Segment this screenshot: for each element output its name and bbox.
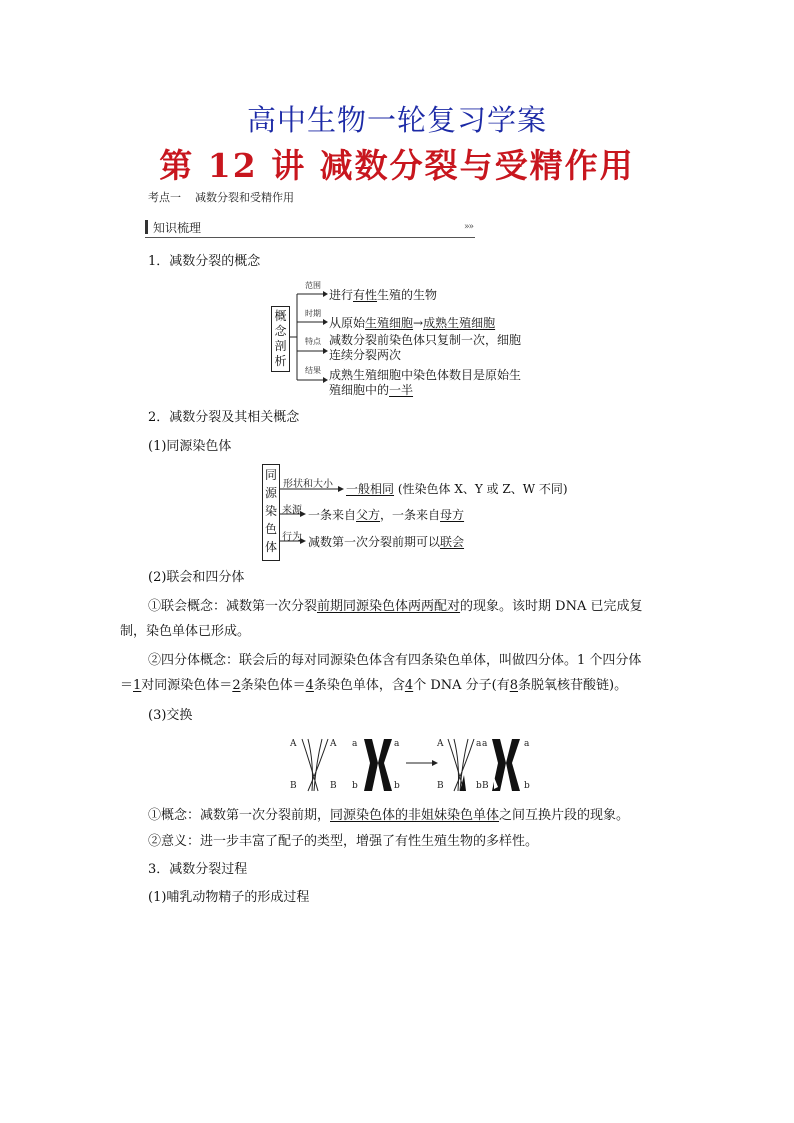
label-b-4: b [524, 781, 530, 791]
section-bar [145, 220, 148, 234]
s2-heading: 2．减数分裂及其相关概念 [148, 410, 300, 425]
row-period: 从原始生殖细胞→成熟生殖细胞 [329, 316, 496, 330]
row-shape-size: 一般相同 (性染色体 X、Y 或 Z、W 不同) [346, 482, 568, 496]
label-B-4: B [482, 781, 489, 791]
s2-sub1: (1)同源染色体 [148, 439, 232, 454]
tag-source: 来源 [282, 505, 302, 516]
tag-period: 时期 [305, 309, 321, 318]
homolog-box-label: 同源染色体 [262, 464, 280, 561]
label-A-2: A [330, 739, 337, 749]
concept-box-label: 概念剖析 [271, 306, 290, 372]
label-A-1: A [290, 739, 297, 749]
label-A-3: A [437, 739, 444, 749]
tag-result: 结果 [305, 366, 321, 375]
chromosome-illustration [288, 735, 538, 795]
label-a-5: a [524, 739, 530, 749]
label-b-2: b [394, 781, 400, 791]
homolog-diagram [258, 462, 578, 562]
s3-sub1: (1)哺乳动物精子的形成过程 [148, 890, 310, 905]
document-title: 高中生物一轮复习学案 [246, 103, 547, 137]
row-behavior: 减数第一次分裂前期可以联会 [308, 535, 465, 549]
row-range: 进行有性生殖的生物 [329, 288, 438, 302]
row-feature-2: 连续分裂两次 [329, 348, 402, 362]
label-a-1: a [352, 739, 358, 749]
section-header-label: 知识梳理 [153, 221, 202, 235]
synapsis-line-1: ①联会概念：减数第一次分裂前期同源染色体两两配对的现象。该时期 DNA 已完成复 [148, 599, 643, 614]
tag-shape-size: 形状和大小 [283, 479, 333, 490]
tag-feature: 特点 [305, 337, 321, 346]
label-a-2: a [394, 739, 400, 749]
s2-sub3: (3)交换 [148, 708, 193, 723]
row-feature-1: 减数分裂前染色体只复制一次，细胞 [329, 333, 522, 347]
kaodian-label: 考点一 [148, 191, 181, 204]
concept-diagram [265, 276, 555, 398]
crossing-over-diagram [288, 735, 538, 795]
label-a-3: a [476, 739, 482, 749]
row-source: 一条来自父方，一条来自母方 [308, 508, 465, 522]
label-b-1: b [352, 781, 358, 791]
row-result-2: 殖细胞中的一半 [329, 383, 414, 397]
kaodian-line [148, 189, 294, 205]
tetrad-line-1: ②四分体概念：联会后的每对同源染色体含有四条染色单体，叫做四分体。1 个四分体 [148, 653, 642, 668]
tag-behavior: 行为 [282, 532, 302, 543]
s3-heading: 3．减数分裂过程 [148, 862, 248, 877]
tetrad-line-2: ＝1对同源染色体＝2条染色体＝4条染色单体，含4个 DNA 分子(有8条脱氧核苷酸链)。 [120, 678, 628, 693]
synapsis-line-2: 制，染色单体已形成。 [120, 624, 251, 639]
row-result-1: 成熟生殖细胞中染色体数目是原始生 [329, 368, 522, 382]
crossover-significance: ②意义：进一步丰富了配子的类型，增强了有性生殖生物的多样性。 [148, 834, 539, 849]
kaodian-name: 减数分裂和受精作用 [195, 191, 294, 204]
lecture-title: 第 12 讲 减数分裂与受精作用 [159, 146, 635, 185]
crossover-concept: ①概念：减数第一次分裂前期，同源染色体的非姐妹染色单体之间互换片段的现象。 [148, 808, 630, 823]
chevrons-icon: »» [463, 222, 473, 232]
s1-heading: 1．减数分裂的概念 [148, 254, 261, 269]
section-header [145, 219, 475, 238]
s2-sub2: (2)联会和四分体 [148, 570, 245, 585]
label-B-2: B [330, 781, 337, 791]
label-b-3: b [476, 781, 482, 791]
label-a-4: a [482, 739, 488, 749]
label-B-1: B [290, 781, 297, 791]
tag-range: 范围 [305, 281, 321, 290]
label-B-3: B [437, 781, 444, 791]
